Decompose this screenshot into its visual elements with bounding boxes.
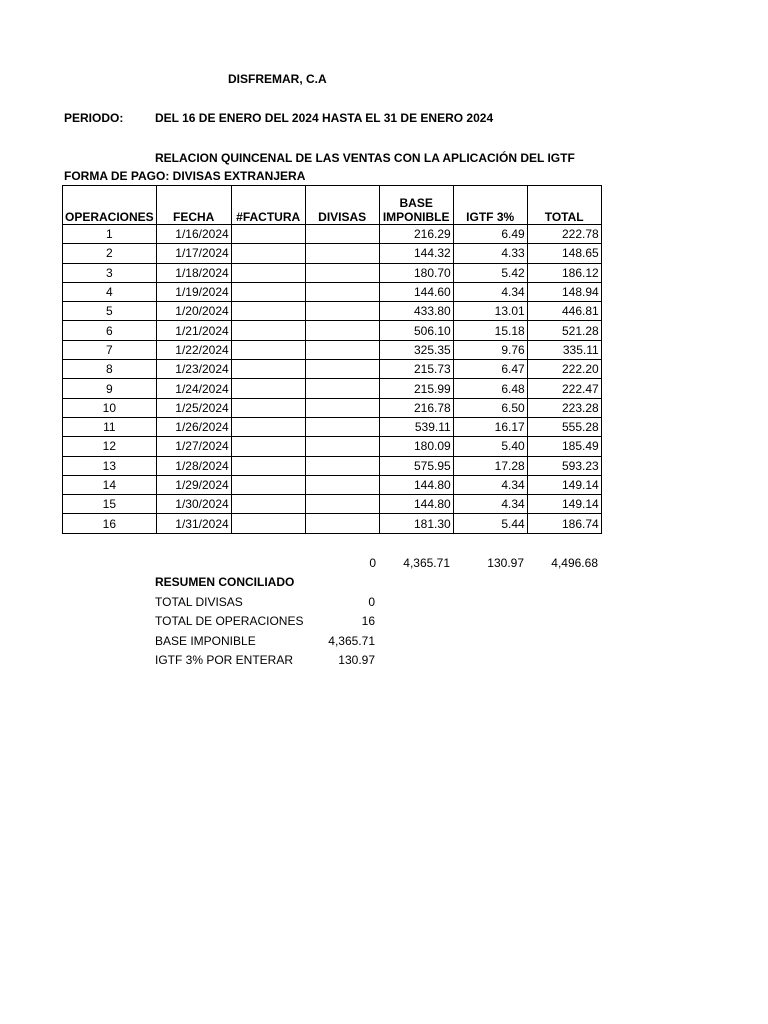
cell-factura xyxy=(231,282,305,301)
cell-total: 148.65 xyxy=(527,244,601,263)
cell-factura xyxy=(231,379,305,398)
cell-base-imponible: 539.11 xyxy=(379,417,453,436)
cell-factura xyxy=(231,514,305,533)
cell-total: 222.20 xyxy=(527,360,601,379)
cell-igtf: 13.01 xyxy=(453,302,527,321)
cell-total: 149.14 xyxy=(527,475,601,494)
cell-divisas xyxy=(305,282,379,301)
table-row xyxy=(63,379,602,398)
cell-fecha: 1/18/2024 xyxy=(156,263,231,282)
cell-divisas xyxy=(305,495,379,514)
cell-divisas xyxy=(305,302,379,321)
table-row xyxy=(63,302,602,321)
company-name: DISFREMAR, C.A xyxy=(228,72,327,86)
cell-operacion: 1 xyxy=(63,225,157,244)
cell-factura xyxy=(231,456,305,475)
cell-operacion: 7 xyxy=(63,340,157,359)
operations-table xyxy=(62,185,602,534)
cell-fecha: 1/17/2024 xyxy=(156,244,231,263)
header-igtf: IGTF 3% xyxy=(453,186,527,225)
cell-factura xyxy=(231,225,305,244)
summary-value-igtf-por-enterar: 130.97 xyxy=(338,653,375,667)
header-base-imponible xyxy=(379,186,453,225)
cell-igtf: 4.34 xyxy=(453,495,527,514)
summary-label-total-operaciones: TOTAL DE OPERACIONES xyxy=(155,614,304,628)
cell-divisas xyxy=(305,360,379,379)
cell-igtf: 4.34 xyxy=(453,282,527,301)
summary-value-total-divisas: 0 xyxy=(368,595,375,609)
cell-fecha: 1/28/2024 xyxy=(156,456,231,475)
cell-factura xyxy=(231,417,305,436)
cell-total: 555.28 xyxy=(527,417,601,436)
cell-fecha: 1/21/2024 xyxy=(156,321,231,340)
cell-fecha: 1/22/2024 xyxy=(156,340,231,359)
report-title: RELACION QUINCENAL DE LAS VENTAS CON LA APLICACIÓN DEL IGTF xyxy=(155,151,575,165)
cell-operacion: 2 xyxy=(63,244,157,263)
table-row xyxy=(63,456,602,475)
cell-factura xyxy=(231,302,305,321)
header-total: TOTAL xyxy=(527,186,601,225)
table-header-row xyxy=(63,186,602,225)
cell-total: 186.12 xyxy=(527,263,601,282)
cell-igtf: 15.18 xyxy=(453,321,527,340)
cell-total: 521.28 xyxy=(527,321,601,340)
cell-igtf: 4.34 xyxy=(453,475,527,494)
cell-base-imponible: 144.80 xyxy=(379,475,453,494)
cell-base-imponible: 215.73 xyxy=(379,360,453,379)
cell-operacion: 8 xyxy=(63,360,157,379)
table-row xyxy=(63,417,602,436)
summary-label-total-divisas: TOTAL DIVISAS xyxy=(155,595,243,609)
cell-total: 222.78 xyxy=(527,225,601,244)
summary-label-base-imponible: BASE IMPONIBLE xyxy=(155,634,256,648)
cell-divisas xyxy=(305,225,379,244)
cell-base-imponible: 575.95 xyxy=(379,456,453,475)
table-row xyxy=(63,321,602,340)
cell-divisas xyxy=(305,437,379,456)
table-row xyxy=(63,495,602,514)
table-row xyxy=(63,244,602,263)
cell-total: 185.49 xyxy=(527,437,601,456)
header-base-line2: IMPONIBLE xyxy=(382,210,450,224)
cell-divisas xyxy=(305,417,379,436)
cell-divisas xyxy=(305,244,379,263)
payment-form: FORMA DE PAGO: DIVISAS EXTRANJERA xyxy=(64,169,306,183)
table-row xyxy=(63,263,602,282)
header-base-line1: BASE xyxy=(399,196,433,210)
cell-factura xyxy=(231,321,305,340)
cell-operacion: 4 xyxy=(63,282,157,301)
cell-igtf: 9.76 xyxy=(453,340,527,359)
cell-base-imponible: 144.60 xyxy=(379,282,453,301)
summary-value-total-operaciones: 16 xyxy=(361,614,375,628)
header-divisas: DIVISAS xyxy=(305,186,379,225)
cell-igtf: 4.33 xyxy=(453,244,527,263)
header-fecha: FECHA xyxy=(156,186,231,225)
cell-fecha: 1/16/2024 xyxy=(156,225,231,244)
cell-factura xyxy=(231,263,305,282)
cell-factura xyxy=(231,360,305,379)
cell-operacion: 15 xyxy=(63,495,157,514)
cell-total: 223.28 xyxy=(527,398,601,417)
cell-base-imponible: 180.70 xyxy=(379,263,453,282)
total-base-imponible: 4,365.71 xyxy=(403,556,450,570)
cell-igtf: 5.42 xyxy=(453,263,527,282)
summary-label-igtf-por-enterar: IGTF 3% POR ENTERAR xyxy=(155,653,294,667)
cell-igtf: 6.50 xyxy=(453,398,527,417)
cell-total: 446.81 xyxy=(527,302,601,321)
cell-igtf: 6.47 xyxy=(453,360,527,379)
table-row xyxy=(63,340,602,359)
cell-divisas xyxy=(305,379,379,398)
cell-total: 593.23 xyxy=(527,456,601,475)
cell-igtf: 16.17 xyxy=(453,417,527,436)
period-label: PERIODO: xyxy=(64,111,124,125)
cell-igtf: 6.49 xyxy=(453,225,527,244)
cell-factura xyxy=(231,398,305,417)
cell-base-imponible: 215.99 xyxy=(379,379,453,398)
period-value: DEL 16 DE ENERO DEL 2024 HASTA EL 31 DE ENERO 2024 xyxy=(155,111,494,125)
cell-operacion: 6 xyxy=(63,321,157,340)
table-row xyxy=(63,225,602,244)
cell-operacion: 14 xyxy=(63,475,157,494)
operations-table-body xyxy=(63,225,602,534)
cell-base-imponible: 144.80 xyxy=(379,495,453,514)
header-operaciones: OPERACIONES xyxy=(63,186,157,225)
cell-divisas xyxy=(305,456,379,475)
cell-operacion: 10 xyxy=(63,398,157,417)
cell-fecha: 1/29/2024 xyxy=(156,475,231,494)
cell-fecha: 1/25/2024 xyxy=(156,398,231,417)
cell-base-imponible: 144.32 xyxy=(379,244,453,263)
cell-operacion: 3 xyxy=(63,263,157,282)
header-factura: #FACTURA xyxy=(231,186,305,225)
table-row xyxy=(63,282,602,301)
cell-divisas xyxy=(305,475,379,494)
cell-operacion: 9 xyxy=(63,379,157,398)
cell-total: 149.14 xyxy=(527,495,601,514)
total-divisas: 0 xyxy=(369,556,376,570)
cell-operacion: 13 xyxy=(63,456,157,475)
cell-factura xyxy=(231,495,305,514)
cell-fecha: 1/31/2024 xyxy=(156,514,231,533)
cell-igtf: 17.28 xyxy=(453,456,527,475)
cell-base-imponible: 433.80 xyxy=(379,302,453,321)
cell-divisas xyxy=(305,398,379,417)
cell-total: 186.74 xyxy=(527,514,601,533)
cell-base-imponible: 216.78 xyxy=(379,398,453,417)
total-igtf: 130.97 xyxy=(487,556,524,570)
cell-base-imponible: 506.10 xyxy=(379,321,453,340)
cell-fecha: 1/26/2024 xyxy=(156,417,231,436)
table-row xyxy=(63,514,602,533)
cell-total: 335.11 xyxy=(527,340,601,359)
cell-divisas xyxy=(305,263,379,282)
cell-divisas xyxy=(305,514,379,533)
cell-fecha: 1/27/2024 xyxy=(156,437,231,456)
table-row xyxy=(63,360,602,379)
table-row xyxy=(63,475,602,494)
cell-base-imponible: 216.29 xyxy=(379,225,453,244)
cell-fecha: 1/23/2024 xyxy=(156,360,231,379)
cell-fecha: 1/19/2024 xyxy=(156,282,231,301)
cell-total: 148.94 xyxy=(527,282,601,301)
cell-fecha: 1/24/2024 xyxy=(156,379,231,398)
cell-operacion: 5 xyxy=(63,302,157,321)
cell-fecha: 1/20/2024 xyxy=(156,302,231,321)
cell-factura xyxy=(231,475,305,494)
cell-divisas xyxy=(305,321,379,340)
cell-operacion: 11 xyxy=(63,417,157,436)
cell-operacion: 12 xyxy=(63,437,157,456)
summary-value-base-imponible: 4,365.71 xyxy=(328,634,375,648)
cell-operacion: 16 xyxy=(63,514,157,533)
cell-factura xyxy=(231,244,305,263)
cell-base-imponible: 180.09 xyxy=(379,437,453,456)
cell-igtf: 5.40 xyxy=(453,437,527,456)
cell-divisas xyxy=(305,340,379,359)
summary-title: RESUMEN CONCILIADO xyxy=(155,575,295,589)
cell-base-imponible: 181.30 xyxy=(379,514,453,533)
total-total: 4,496.68 xyxy=(551,556,598,570)
cell-fecha: 1/30/2024 xyxy=(156,495,231,514)
cell-base-imponible: 325.35 xyxy=(379,340,453,359)
cell-factura xyxy=(231,437,305,456)
cell-igtf: 5.44 xyxy=(453,514,527,533)
table-row xyxy=(63,437,602,456)
cell-factura xyxy=(231,340,305,359)
table-row xyxy=(63,398,602,417)
cell-igtf: 6.48 xyxy=(453,379,527,398)
cell-total: 222.47 xyxy=(527,379,601,398)
